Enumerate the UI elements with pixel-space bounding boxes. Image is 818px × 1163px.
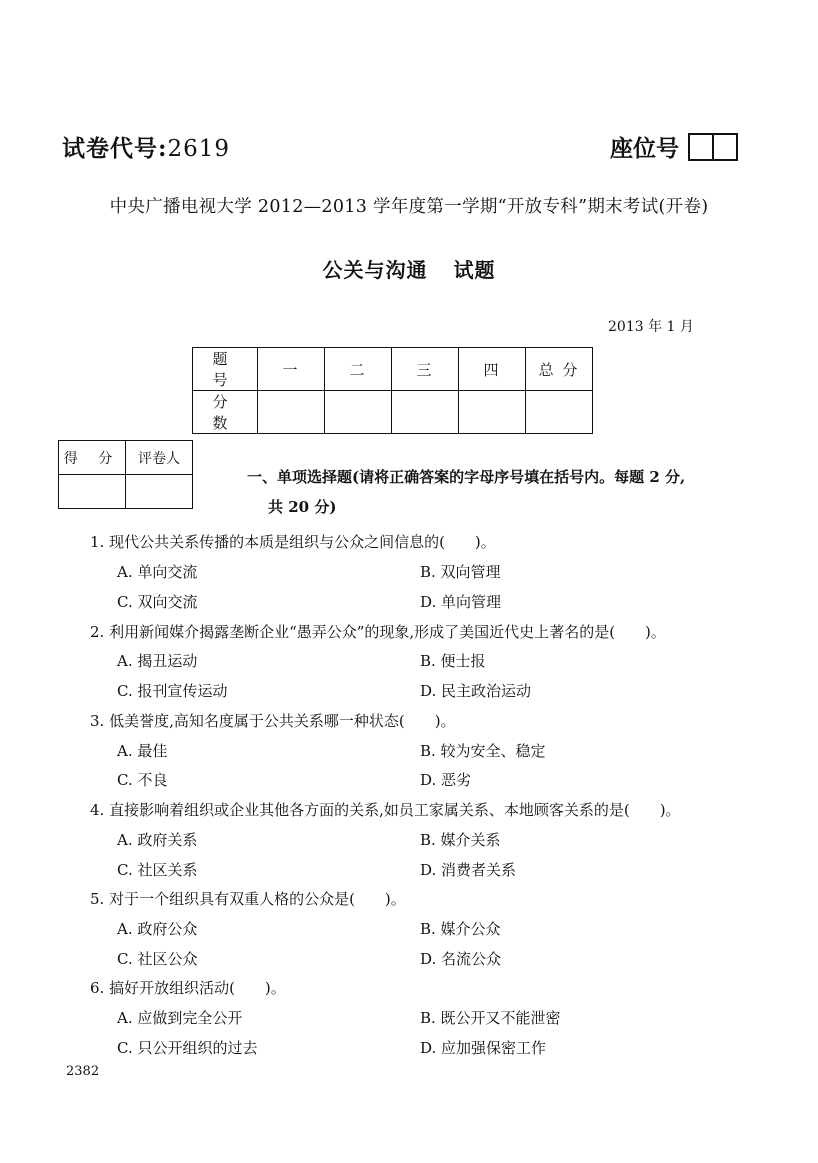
score-header-cell: 题 号 <box>193 348 258 391</box>
question-option: C. 不良 <box>117 771 168 789</box>
score-header-cell: 四 <box>459 348 526 391</box>
section-heading: 一、单项选择题(请将正确答案的字母序号填在括号内。每题 2 分, <box>247 468 686 486</box>
question-option: D. 消费者关系 <box>420 861 517 879</box>
question-option: A. 最佳 <box>117 742 168 760</box>
seat-box <box>688 133 714 161</box>
question-option: B. 既公开又不能泄密 <box>420 1009 561 1027</box>
question-option: C. 只公开组织的过去 <box>117 1039 258 1057</box>
question-option: B. 媒介关系 <box>420 831 501 849</box>
question-stem: 3. 低美誉度,高知名度属于公共关系哪一种状态( )。 <box>90 712 456 730</box>
score-cell <box>325 391 392 434</box>
score-cell <box>258 391 325 434</box>
score-cell <box>526 391 593 434</box>
score-header-cell: 总 分 <box>526 348 593 391</box>
question-stem: 1. 现代公共关系传播的本质是组织与公众之间信息的( )。 <box>90 533 496 551</box>
grader-score-cell <box>59 475 126 509</box>
score-table <box>192 347 593 434</box>
score-row-label: 分 数 <box>193 391 258 434</box>
course-name: 公关与沟通 <box>322 258 428 282</box>
question-option: D. 名流公众 <box>420 950 502 968</box>
exam-date: 2013 年 1 月 <box>608 319 694 335</box>
score-cell <box>392 391 459 434</box>
score-table-score-row <box>193 391 593 434</box>
score-header-cell: 二 <box>325 348 392 391</box>
exam-code-label: 试卷代号: <box>62 135 168 162</box>
exam-title <box>0 254 818 283</box>
question-stem: 6. 搞好开放组织活动( )。 <box>90 979 286 997</box>
exam-code <box>62 130 230 163</box>
question-option: D. 应加强保密工作 <box>420 1039 547 1057</box>
exam-university-line: 中央广播电视大学 2012—2013 学年度第一学期“开放专科”期末考试(开卷) <box>109 197 709 217</box>
seat-number-label: 座位号 <box>610 135 679 162</box>
grader-name-label: 评卷人 <box>126 441 193 475</box>
question-option: A. 单向交流 <box>117 563 198 581</box>
section-heading-continued: 共 20 分) <box>268 498 337 516</box>
grader-score-label: 得 分 <box>59 441 126 475</box>
paper-label: 试题 <box>453 258 496 282</box>
score-table-header-row <box>193 348 593 391</box>
question-option: A. 揭丑运动 <box>117 652 198 670</box>
question-option: B. 双向管理 <box>420 563 501 581</box>
question-stem: 2. 利用新闻媒介揭露垄断企业“愚弄公众”的现象,形成了美国近代史上著名的是( )。 <box>90 623 666 641</box>
question-option: C. 社区关系 <box>117 861 198 879</box>
score-header-cell: 一 <box>258 348 325 391</box>
question-option: A. 应做到完全公开 <box>117 1009 243 1027</box>
question-option: B. 较为安全、稳定 <box>420 742 546 760</box>
page-number: 2382 <box>66 1064 100 1079</box>
question-option: A. 政府关系 <box>117 831 198 849</box>
question-stem: 5. 对于一个组织具有双重人格的公众是( )。 <box>90 890 406 908</box>
question-option: C. 双向交流 <box>117 593 198 611</box>
question-option: C. 社区公众 <box>117 950 198 968</box>
seat-box <box>714 133 738 161</box>
question-option: D. 单向管理 <box>420 593 502 611</box>
grader-name-cell <box>126 475 193 509</box>
question-option: A. 政府公众 <box>117 920 198 938</box>
question-option: C. 报刊宣传运动 <box>117 682 228 700</box>
question-option: B. 媒介公众 <box>420 920 501 938</box>
grader-table <box>58 440 193 509</box>
question-option: D. 民主政治运动 <box>420 682 532 700</box>
score-cell <box>459 391 526 434</box>
question-stem: 4. 直接影响着组织或企业其他各方面的关系,如员工家属关系、本地顾客关系的是( )。 <box>90 801 681 819</box>
exam-code-value: 2619 <box>167 136 231 162</box>
seat-number-boxes <box>688 133 738 161</box>
question-option: B. 便士报 <box>420 652 486 670</box>
question-option: D. 恶劣 <box>420 771 472 789</box>
score-header-cell: 三 <box>392 348 459 391</box>
